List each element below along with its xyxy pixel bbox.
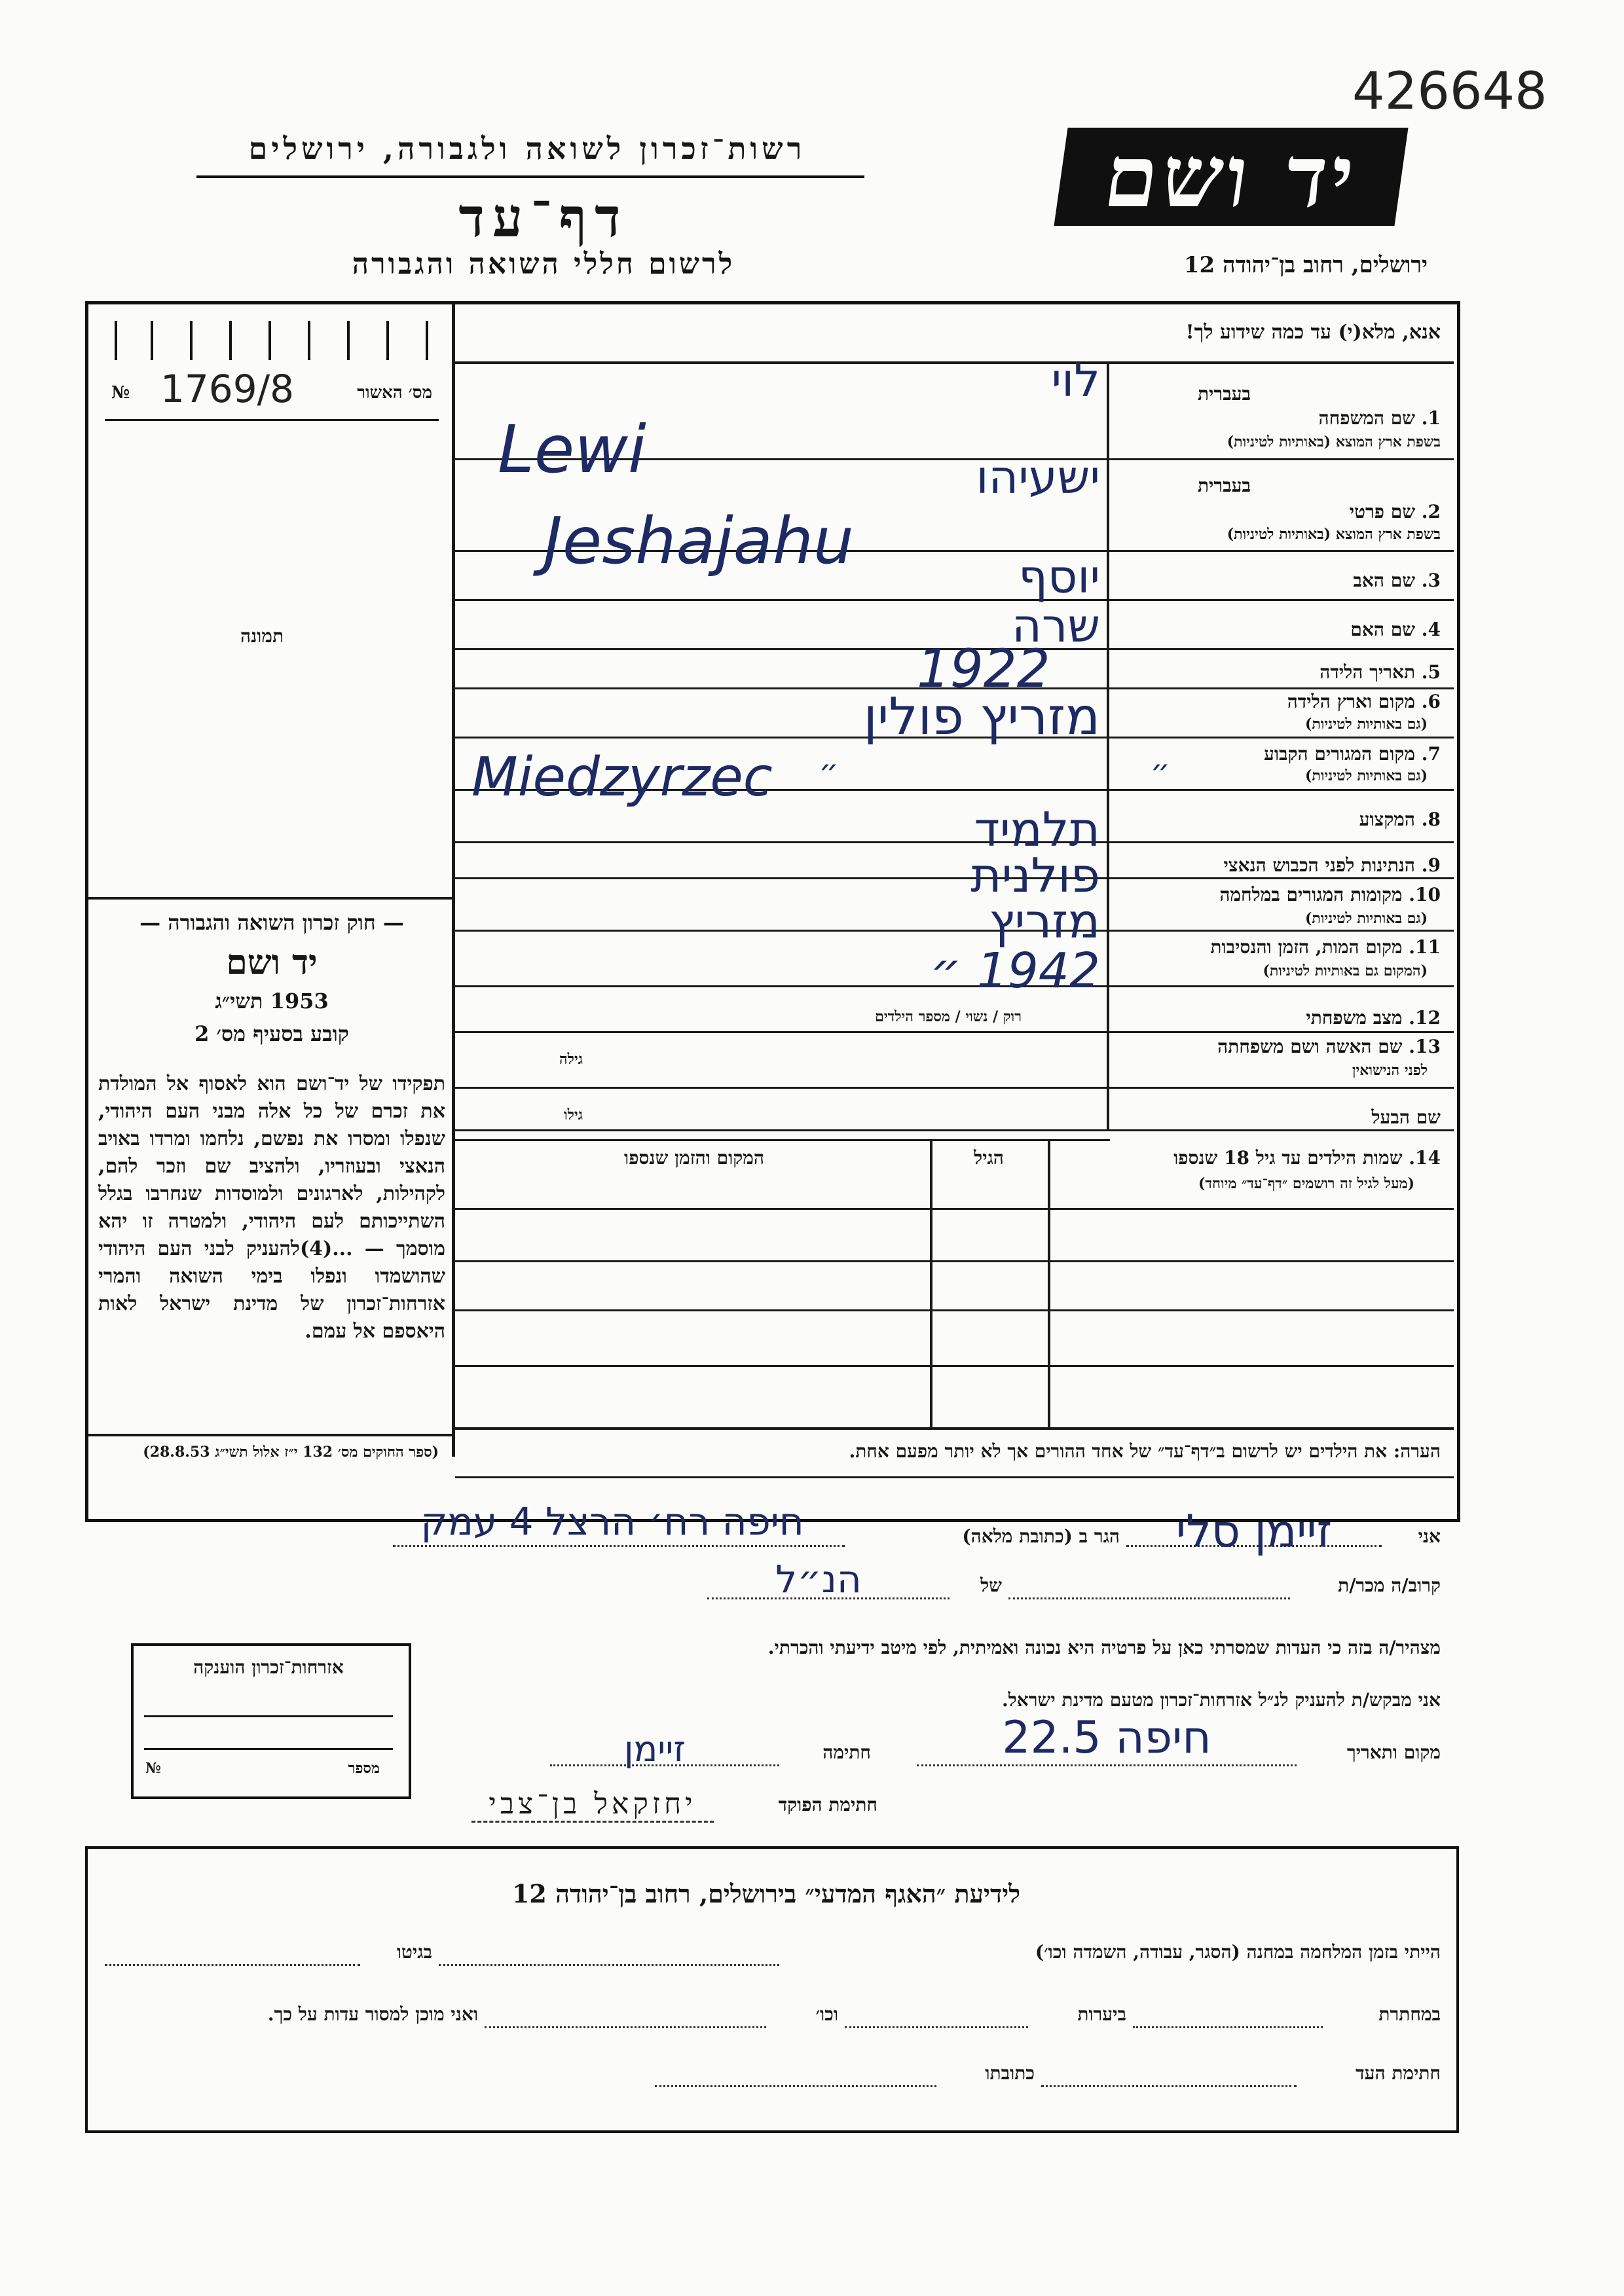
photo-label: תמונה: [240, 625, 284, 647]
signature-label: חתימה: [822, 1741, 871, 1763]
sublabel-surname: בשפת ארץ המוצא (באותיות לטיניות): [1227, 433, 1441, 450]
lower-line1-blank2: [439, 1964, 779, 1966]
wartime-residence: מזריץ: [989, 894, 1100, 949]
sublabel-wartime-residence: (גם באותיות לטיניות): [1304, 910, 1428, 927]
sublabel-residence: (גם באותיות לטיניות): [1304, 767, 1428, 784]
lower-line3-a: חתימת העד: [1356, 2062, 1441, 2084]
remark: הערה: את הילדים יש לרשום ב״דף־עד״ של אחד ההורים אך לא יותר מפעם אחת.: [849, 1440, 1441, 1462]
left-column-divider: [452, 304, 455, 1457]
form-title: דף־עד: [458, 187, 629, 249]
birth-place: מזריץ פולין: [863, 687, 1100, 746]
request-text: אני מבקש/ת להעניק לנ״ל אזרחות־זכרון מטעם מדינת ישראל.: [1001, 1689, 1441, 1711]
lower-line2-blank1: [1133, 2026, 1323, 2028]
label-marital: 12. מצב משפחתי: [1306, 1007, 1441, 1029]
remark-underline: [455, 1476, 1454, 1478]
registration-underline: [105, 419, 439, 421]
children-row: [455, 1208, 1454, 1210]
law-year: 1953 תשי״ג: [215, 989, 329, 1013]
declarant-ani: אני: [1418, 1525, 1441, 1547]
children-place-header: המקום והזמן שנספו: [624, 1147, 764, 1169]
official-stamp: יחזקאל בן־צבי: [471, 1787, 714, 1823]
law-source: (ספר החוקים מס׳ 132 י״ז אלול תשי״ג 28.8.53): [143, 1444, 439, 1461]
lower-line2-b: ביערות: [1077, 2003, 1126, 2025]
row-line: [455, 1129, 1454, 1131]
first-name-latin: Jeshajahu: [544, 504, 854, 579]
lower-line3-blank2: [655, 2085, 936, 2087]
first-name-hebrew: ישעיהו: [976, 450, 1100, 504]
children-sublabel: (מעל לגיל זה רושמים ״דף־עד״ מיוחד): [1198, 1175, 1414, 1192]
place-date-label: מקום ותאריך: [1346, 1741, 1441, 1763]
stamp-number-mark: №: [145, 1760, 161, 1777]
children-row: [455, 1260, 1454, 1262]
residence-ditto: ״ ״: [819, 753, 1321, 790]
declarant-name: זיימן סלי: [1175, 1506, 1333, 1558]
wife-age-label: גילה: [559, 1051, 583, 1068]
law-clause: קובע בסעיף מס׳ 2: [194, 1021, 349, 1046]
husband-age-label: גילו: [564, 1106, 583, 1123]
registration-number: 1769/8: [160, 367, 295, 411]
lower-line3-b: כתובתו: [985, 2062, 1035, 2084]
relation-value: הנ״ל: [775, 1557, 862, 1601]
declarant-address: חיפה רח׳ הרצל 4 עמק: [420, 1499, 804, 1544]
lower-line2-blank3: [485, 2026, 766, 2028]
lower-line2-a: במחתרת: [1378, 2003, 1441, 2025]
children-label: 14. שמות הילדים עד גיל 18 שנספו: [1173, 1147, 1441, 1169]
registration-label: מס׳ האשור: [357, 383, 432, 403]
label-surname: 1. שם המשפחה: [1318, 407, 1441, 429]
residence-latin: Miedzyrzec: [471, 746, 773, 809]
law-title: — חוק זכרון השואה והגבורה —: [139, 910, 404, 935]
official-label: חתימת הפוקד: [778, 1794, 877, 1815]
law-text: תפקידו של יד־ושם הוא לאסוף אל המולדת את זכרם של כל אלה מבני העם היהודי, שנפלו ומסרו את נפשם, נלחמו ומרדו באויב הנאצי ובעוזריו, ולהציב שם וזכר להם, לקהילות, לארגונים ולמוסדות שנחרבו בגלל השתייכותם לעם היהודי, ולמטרה זו יהא מוסמך — ...(4)להעניק לבני העם היהודי שהושמדו ונפלו בימי השואה והמרי אזרחות־זכרון של מדינת ישראל לאות היאספם אל עמם.: [98, 1072, 445, 1343]
label-nationality: 9. הנתינות לפני הכבוש הנאצי: [1223, 854, 1441, 876]
nationality: פולנית: [970, 848, 1100, 903]
stamp-title: אזרחות־זכרון הוענקה: [193, 1656, 344, 1678]
label-mother: 4. שם האם: [1350, 619, 1441, 640]
label-husband: שם הבעל: [1371, 1106, 1441, 1128]
row-line: [455, 1139, 1110, 1141]
label-column-divider: [1107, 363, 1109, 1129]
stamp-line: [144, 1715, 393, 1717]
lower-line1-a: הייתי בזמן המלחמה במחנה (הסגר, עבודה, השמדה וכו׳): [1035, 1941, 1441, 1963]
law-divider-top: [88, 897, 452, 900]
sublabel-wife: לפני הנישואין: [1352, 1062, 1428, 1079]
sublabel-death: (המקום גם באותיות לטיניות): [1263, 962, 1428, 979]
children-row: [455, 1427, 1454, 1430]
lower-line2-d: ואני מוכן למסור עדות על כך.: [267, 2003, 478, 2025]
relation-label: קרוב/ה מכר/ת: [1338, 1575, 1441, 1596]
label-wife: 13. שם האשה ושם משפחתה: [1217, 1036, 1441, 1057]
label-father: 3. שם האב: [1353, 570, 1441, 591]
row-line: [455, 1031, 1454, 1033]
label-wartime-residence: 10. מקומות המגורים במלחמה: [1219, 884, 1441, 905]
signature-value: זיימן: [623, 1728, 686, 1770]
authority-underline: [196, 175, 864, 178]
father-name: יוסף: [1018, 550, 1100, 604]
mother-name: שרה: [1012, 599, 1100, 653]
children-divider-age: [930, 1139, 932, 1427]
lower-line1-b: בגיטו: [396, 1941, 432, 1963]
registration-mark: №: [111, 383, 130, 403]
authority-name: רשות־זכרון לשואה ולגבורה, ירושלים: [248, 131, 806, 166]
label-residence: 7. מקום המגורים הקבוע: [1264, 743, 1441, 765]
label-profession: 8. המקצוע: [1359, 809, 1441, 830]
lower-line1-blank: [105, 1964, 360, 1966]
document-number: 426648: [1352, 62, 1547, 121]
form-subtitle: לרשום חללי השואה והגבורה: [352, 247, 735, 281]
label-first-name: 2. שם פרטי: [1349, 501, 1441, 522]
logo-text: יד ושם: [1098, 126, 1364, 227]
label-birth-date: 5. תאריך הלידה: [1320, 661, 1441, 683]
relation-line-1: [1008, 1597, 1290, 1599]
lower-line2-c: וכו׳: [815, 2003, 838, 2025]
children-row: [455, 1365, 1454, 1367]
relation-of: של: [980, 1575, 1002, 1596]
marital-options: רוק / נשוי / מספר הילדים: [875, 1008, 1022, 1025]
law-name: יד ושם: [226, 943, 318, 983]
place-date-value: חיפה 22.5: [1002, 1712, 1211, 1764]
profession: תלמיד: [974, 802, 1100, 857]
place-date-line: [917, 1764, 1297, 1766]
stamp-line: [144, 1748, 393, 1750]
birth-date: 1922: [917, 638, 1050, 699]
row-line: [455, 1087, 1454, 1089]
sublabel-first-name: בשפת ארץ המוצא (באותיות לטיניות): [1227, 526, 1441, 543]
children-row: [455, 1309, 1454, 1311]
label-birth-place: 6. מקום וארץ הלידה: [1287, 691, 1441, 712]
death-details: 1942 ״: [930, 943, 1100, 999]
label-death: 11. מקום המות, הזמן והנסיבות: [1210, 936, 1441, 958]
yad-vashem-logo: [1054, 128, 1408, 226]
hebrew-label-2: בעברית: [1197, 475, 1251, 496]
surname-latin: Lewi: [498, 411, 646, 488]
address-line: [393, 1545, 845, 1547]
address: ירושלים, רחוב בן־יהודה 12: [1183, 252, 1428, 278]
lower-title: לידיעת ״האגף המדעי״ בירושלים, רחוב בן־יהודה 12: [511, 1879, 1021, 1908]
declaration-text: מצהיר/ה בזה כי העדות שמסרתי כאן על פרטיה היא נכונה ואמיתית, לפי מיטב ידיעתי והכרתי.: [767, 1637, 1441, 1658]
sublabel-birth-place: (גם באותיות לטיניות): [1304, 716, 1428, 733]
children-age-header: הגיל: [974, 1147, 1004, 1169]
lower-line2-blank2: [845, 2026, 1028, 2028]
address-label: הגר ב (כתובת מלאה): [962, 1525, 1120, 1547]
stamp-number-label: מספר: [348, 1760, 380, 1777]
intro-text: אנא, מלא(י) עד כמה שידוע לך!: [1185, 321, 1441, 344]
lower-line3-blank1: [1041, 2085, 1297, 2087]
surname-hebrew: לוי: [1051, 354, 1100, 407]
law-divider-bottom: [88, 1434, 452, 1436]
hebrew-label-1: בעברית: [1197, 383, 1251, 405]
